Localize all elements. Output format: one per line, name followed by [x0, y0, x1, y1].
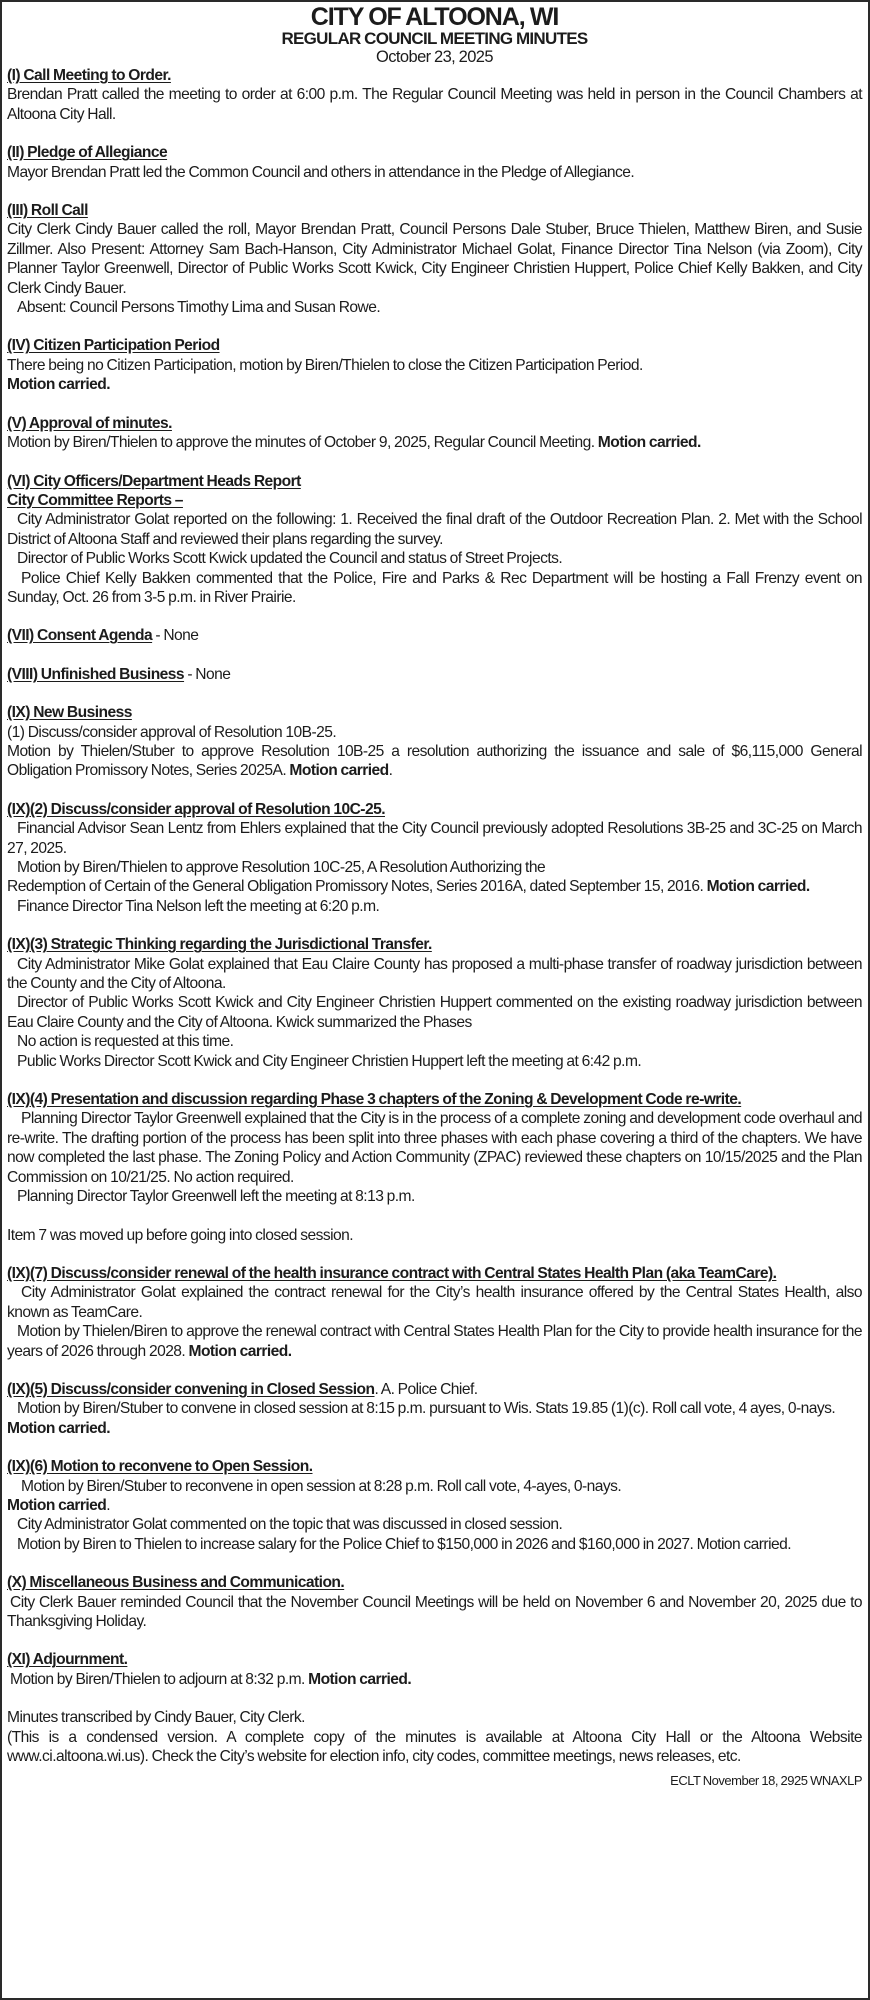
section-text: City Administrator Golat explained the contract renewal for the City’s health insurance offered by the Central States Health, also known as TeamCare.	[7, 1284, 862, 1321]
section-text: (1) Discuss/consider approval of Resolution 10B-25.	[7, 723, 337, 741]
section-heading: (II) Pledge of Allegiance	[7, 144, 168, 162]
section-text: Redemption of Certain of the General Obligation Promissory Notes, Series 2016A, dated September 15, 2016.	[7, 878, 707, 896]
section-officers-report	[7, 472, 862, 608]
section-text: Police Chief Kelly Bakken commented that the Police, Fire and Parks & Rec Department will be hosting a Fall Frenzy event on Sunday, Oct. 26 from 3-5 p.m. in River Prairie.	[7, 569, 862, 606]
section-text: Motion by Biren/Thielen to adjourn at 8:32 p.m.	[10, 1670, 309, 1688]
section-text: City Clerk Bauer reminded Council that the November Council Meetings will be held on November 6 and November 20, 2025 due to Thanksgiving Holiday.	[7, 1593, 862, 1630]
absent-text: Absent: Council Persons Timothy Lima and Susan Rowe.	[17, 299, 381, 317]
section-heading: (I) Call Meeting to Order.	[7, 67, 171, 84]
motion-carried: Motion carried.	[7, 376, 111, 394]
section-adjournment	[7, 1650, 862, 1689]
section-text: City Clerk Cindy Bauer called the roll, Mayor Brendan Pratt, Council Persons Dale Stuber, Bruce Thielen, Matthew Biren, and Susie Zillmer. Also Present: Attorney Sam Bach-Hanson, City Administrator Michael Golat, Finance Director Tina Nelson (via Zoom), City Planner Taylor Greenwell, Director of Public Works Scott Kwick, City Engineer Christien Huppert, Police Chief Kelly Bakken, and City Clerk Cindy Bauer.	[7, 221, 862, 297]
motion-carried: Motion carried.	[7, 1419, 111, 1437]
section-text: Motion by Biren/Stuber to reconvene in open session at 8:28 p.m. Roll call vote, 4-ayes, 0-nays.	[21, 1477, 622, 1495]
section-approval-of-minutes	[7, 414, 862, 453]
section-heading: (IX)(6) Motion to reconvene to Open Session.	[7, 1458, 313, 1476]
condensed-version-note: (This is a condensed version. A complete copy of the minutes is available at Altoona City Hall or the Altoona Website www.ci.altoona.wi.us). Check the City’s website for election info, city codes, committee meetings, news releases, etc.	[7, 1728, 862, 1766]
section-call-to-order	[7, 66, 862, 124]
section-heading: (XI) Adjournment.	[7, 1651, 128, 1669]
section-text: City Administrator Golat reported on the following: 1. Received the final draft of the Outdoor Recreation Plan. 2. Met with the School District of Altoona Staff and reviewed their plans regarding the survey.	[7, 511, 862, 548]
section-heading: (IX)(4) Presentation and discussion regarding Phase 3 chapters of the Zoning & Development Code re-write.	[7, 1091, 742, 1109]
punctuation: .	[388, 762, 393, 780]
closed-session-note	[7, 1226, 862, 1245]
section-text: City Administrator Golat commented on the topic that was discussed in closed session.	[17, 1516, 563, 1534]
section-text: Brendan Pratt called the meeting to order at 6:00 p.m. The Regular Council Meeting was held in person in the Council Chambers at Altoona City Hall.	[7, 86, 862, 123]
section-text: Planning Director Taylor Greenwell explained that the City is in the process of a complete zoning and development code overhaul and re-write. The drafting portion of the process has been split into three phases with each phase covering a third of the chapters. We have now completed the last phase. The Zoning Policy and Action Community (ZPAC) reviewed these chapters on 10/15/2025 and the Plan Commission on 10/21/25. No action required.	[7, 1110, 862, 1186]
section-zoning-code	[7, 1090, 862, 1206]
section-heading: (VII) Consent Agenda	[7, 627, 153, 645]
section-text: Motion by Biren/Thielen to approve Resolution 10C-25, A Resolution Authorizing the	[17, 859, 546, 876]
section-health-insurance	[7, 1264, 862, 1361]
motion-carried: Motion carried	[7, 1496, 107, 1514]
section-unfinished-business	[7, 665, 862, 684]
section-new-business	[7, 703, 862, 781]
section-open-session	[7, 1457, 862, 1554]
section-suffix: - None	[184, 665, 231, 683]
section-text: Planning Director Taylor Greenwell left the meeting at 8:13 p.m.	[17, 1188, 415, 1206]
publication-line: ECLT November 18, 2925 WNAXLP	[670, 1773, 862, 1789]
meeting-date: October 23, 2025	[376, 48, 493, 66]
section-text: City Administrator Mike Golat explained that Eau Claire County has proposed a multi-phase transfer of roadway jurisdiction between the County and the City of Altoona.	[7, 955, 862, 993]
section-closed-session	[7, 1380, 862, 1438]
section-heading: (IX)(3) Strategic Thinking regarding the Jurisdictional Transfer.	[7, 936, 432, 954]
section-heading: (X) Miscellaneous Business and Communication.	[7, 1574, 345, 1592]
section-text: No action is requested at this time.	[17, 1033, 234, 1051]
section-citizen-participation	[7, 336, 862, 394]
section-text: Motion by Biren/Stuber to convene in closed session at 8:15 p.m. pursuant to Wis. Stats 19.85 (1)(c). Roll call vote, 4 ayes, 0-nays.	[17, 1400, 836, 1418]
section-pledge	[7, 143, 862, 182]
section-heading: (VI) City Officers/Department Heads Report	[7, 472, 301, 490]
section-text: Item 7 was moved up before going into closed session.	[7, 1226, 354, 1244]
motion-carried: Motion carried	[289, 762, 389, 780]
section-heading: (IV) Citizen Participation Period	[7, 337, 220, 355]
section-heading: (IX)(2) Discuss/consider approval of Resolution 10C-25.	[7, 800, 385, 818]
section-heading: (III) Roll Call	[7, 202, 88, 220]
section-text: Motion by Biren/Thielen to approve the minutes of October 9, 2025, Regular Council Meeting.	[7, 434, 598, 452]
punctuation: .	[106, 1496, 111, 1514]
transcribed-by: Minutes transcribed by Cindy Bauer, City Clerk.	[7, 1709, 305, 1727]
section-roll-call	[7, 201, 862, 317]
section-jurisdictional-transfer	[7, 935, 862, 1071]
section-suffix: . A. Police Chief.	[374, 1380, 478, 1398]
section-heading: (IX) New Business	[7, 704, 132, 722]
section-text: Director of Public Works Scott Kwick and City Engineer Christien Huppert commented on the existing roadway jurisdiction between Eau Claire County and the City of Altoona. Kwick summarized the Phases	[7, 994, 862, 1031]
section-resolution-10c-25	[7, 800, 862, 916]
motion-carried: Motion carried.	[188, 1342, 292, 1360]
section-text: Motion by Thielen/Stuber to approve Resolution 10B-25 a resolution authorizing the issuance and sale of $6,115,000 General Obligation Promissory Notes, Series 2025A.	[7, 742, 862, 780]
section-text: Director of Public Works Scott Kwick updated the Council and status of Street Projects.	[17, 550, 563, 568]
section-subheading: City Committee Reports –	[7, 491, 183, 509]
section-heading: (VIII) Unfinished Business	[7, 665, 185, 683]
section-text: Mayor Brendan Pratt led the Common Council and others in attendance in the Pledge of Allegiance.	[7, 163, 635, 181]
document-title: CITY OF ALTOONA, WI	[310, 3, 559, 31]
section-heading: (IX)(7) Discuss/consider renewal of the health insurance contract with Central States Health Plan (aka TeamCare).	[7, 1264, 777, 1282]
section-heading: (V) Approval of minutes.	[7, 414, 172, 432]
section-text: Motion by Thielen/Biren to approve the renewal contract with Central States Health Plan for the City to provide health insurance for the years of 2026 through 2028.	[7, 1323, 862, 1360]
section-text: Finance Director Tina Nelson left the meeting at 6:20 p.m.	[17, 897, 380, 915]
motion-carried: Motion carried.	[597, 434, 701, 452]
section-text: Public Works Director Scott Kwick and City Engineer Christien Huppert left the meeting at 6:42 p.m.	[17, 1052, 642, 1070]
section-misc-business	[7, 1573, 862, 1631]
section-suffix: - None	[152, 627, 199, 645]
section-text: Motion by Biren to Thielen to increase salary for the Police Chief to $150,000 in 2026 and $160,000 in 2027. Motion carried.	[17, 1535, 792, 1553]
motion-carried: Motion carried.	[308, 1670, 412, 1688]
document-subtitle: REGULAR COUNCIL MEETING MINUTES	[281, 29, 588, 48]
section-heading: (IX)(5) Discuss/consider convening in Closed Session	[7, 1380, 375, 1398]
section-text: There being no Citizen Participation, motion by Biren/Thielen to close the Citizen Participation Period.	[7, 356, 643, 374]
section-text: Financial Advisor Sean Lentz from Ehlers explained that the City Council previously adopted Resolutions 3B-25 and 3C-25 on March 27, 2025.	[7, 820, 862, 857]
motion-carried: Motion carried.	[706, 878, 810, 896]
closing-notes	[7, 1708, 862, 1766]
section-consent-agenda	[7, 626, 862, 645]
